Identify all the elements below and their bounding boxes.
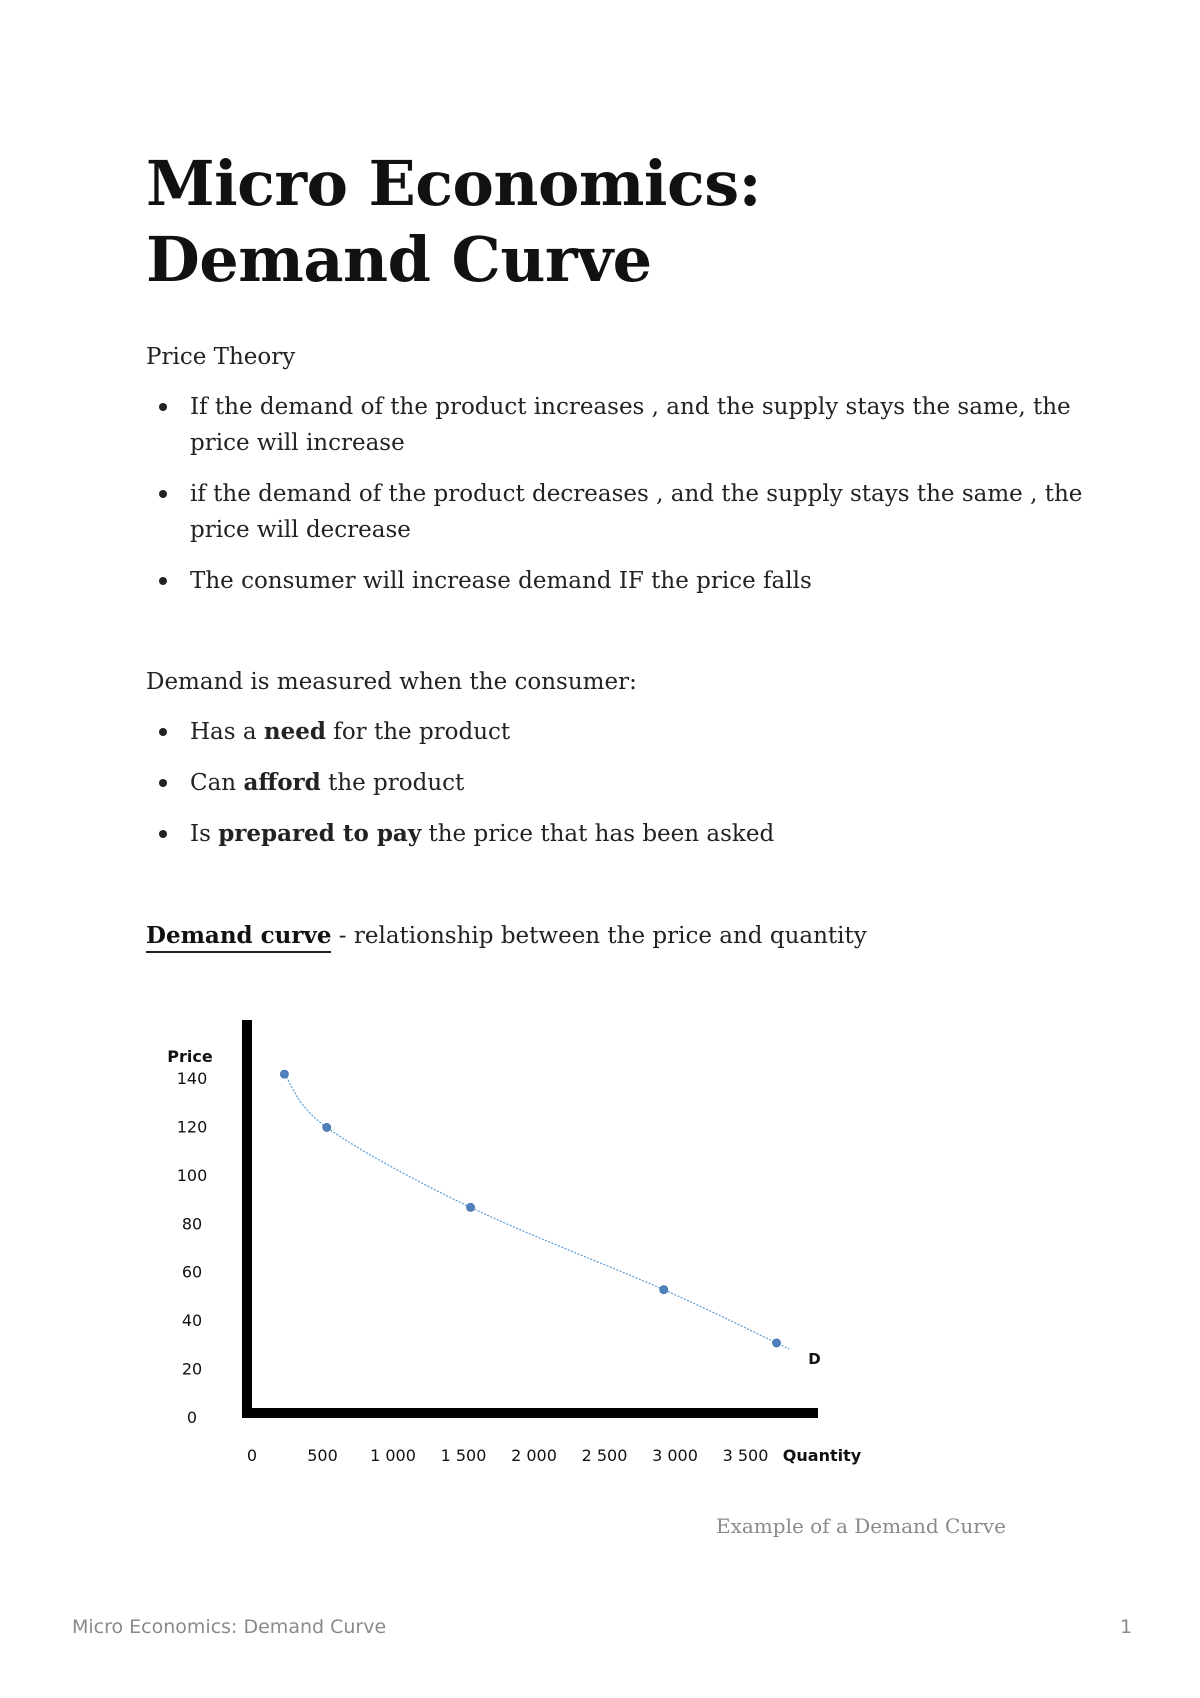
x-axis-label: Quantity	[782, 1446, 862, 1465]
data-point	[323, 1123, 331, 1131]
figure-caption: Example of a Demand Curve	[716, 1514, 1006, 1538]
x-tick-label: 3 500	[722, 1446, 769, 1465]
data-point	[660, 1286, 668, 1294]
series-label: D	[808, 1349, 821, 1368]
y-axis-label: Price	[167, 1047, 213, 1066]
series-line	[284, 1074, 789, 1349]
data-point	[773, 1339, 781, 1347]
x-tick-label: 2 000	[511, 1446, 557, 1465]
list-item: if the demand of the product decreases , and the supply stays the same , the price will decrease	[146, 476, 1086, 548]
x-tick-label: 3 000	[652, 1446, 698, 1465]
section-heading-price-theory: Price Theory	[146, 344, 296, 370]
x-tick-label: 0	[246, 1446, 258, 1465]
list-item-text: the product	[320, 770, 465, 796]
data-point	[467, 1203, 475, 1211]
y-tick-label: 80	[181, 1214, 203, 1234]
y-tick-label: 40	[181, 1311, 203, 1331]
list-item-emphasis: need	[263, 718, 326, 745]
footer-title: Micro Economics: Demand Curve	[72, 1616, 387, 1638]
list-item-text: for the product	[326, 719, 511, 745]
x-tick-label: 500	[307, 1446, 338, 1465]
x-tick-label: 1 000	[370, 1446, 416, 1465]
demand-curve-description: - relationship between the price and quantity	[331, 923, 867, 949]
y-tick-label: 100	[176, 1165, 208, 1185]
list-item-emphasis: prepared to pay	[218, 820, 422, 847]
list-item-text: Is	[190, 821, 219, 847]
demand-intro: Demand is measured when the consumer:	[146, 669, 637, 695]
y-tick-label: 0	[186, 1408, 198, 1427]
data-point	[280, 1070, 288, 1078]
y-tick-label: 120	[176, 1117, 208, 1137]
y-tick-label: 20	[181, 1359, 203, 1379]
list-item-emphasis: afford	[243, 769, 321, 796]
list-item-text: Has a	[190, 719, 264, 745]
demand-curve-term: Demand curve	[146, 922, 331, 953]
y-tick-label: 60	[181, 1262, 203, 1282]
y-tick-label: 140	[176, 1069, 208, 1088]
page-title: Micro Economics: Demand Curve	[146, 147, 762, 296]
list-item: If the demand of the product increases , and the supply stays the same, the price will increase	[146, 389, 1086, 461]
list-item-text: Can	[190, 770, 244, 796]
x-tick-label: 1 500	[440, 1446, 487, 1465]
list-item: The consumer will increase demand IF the price falls	[146, 563, 1086, 599]
footer-page-number: 1	[1120, 1616, 1133, 1638]
x-tick-label: 2 500	[581, 1446, 628, 1465]
list-item-text: the price that has been asked	[421, 821, 775, 847]
